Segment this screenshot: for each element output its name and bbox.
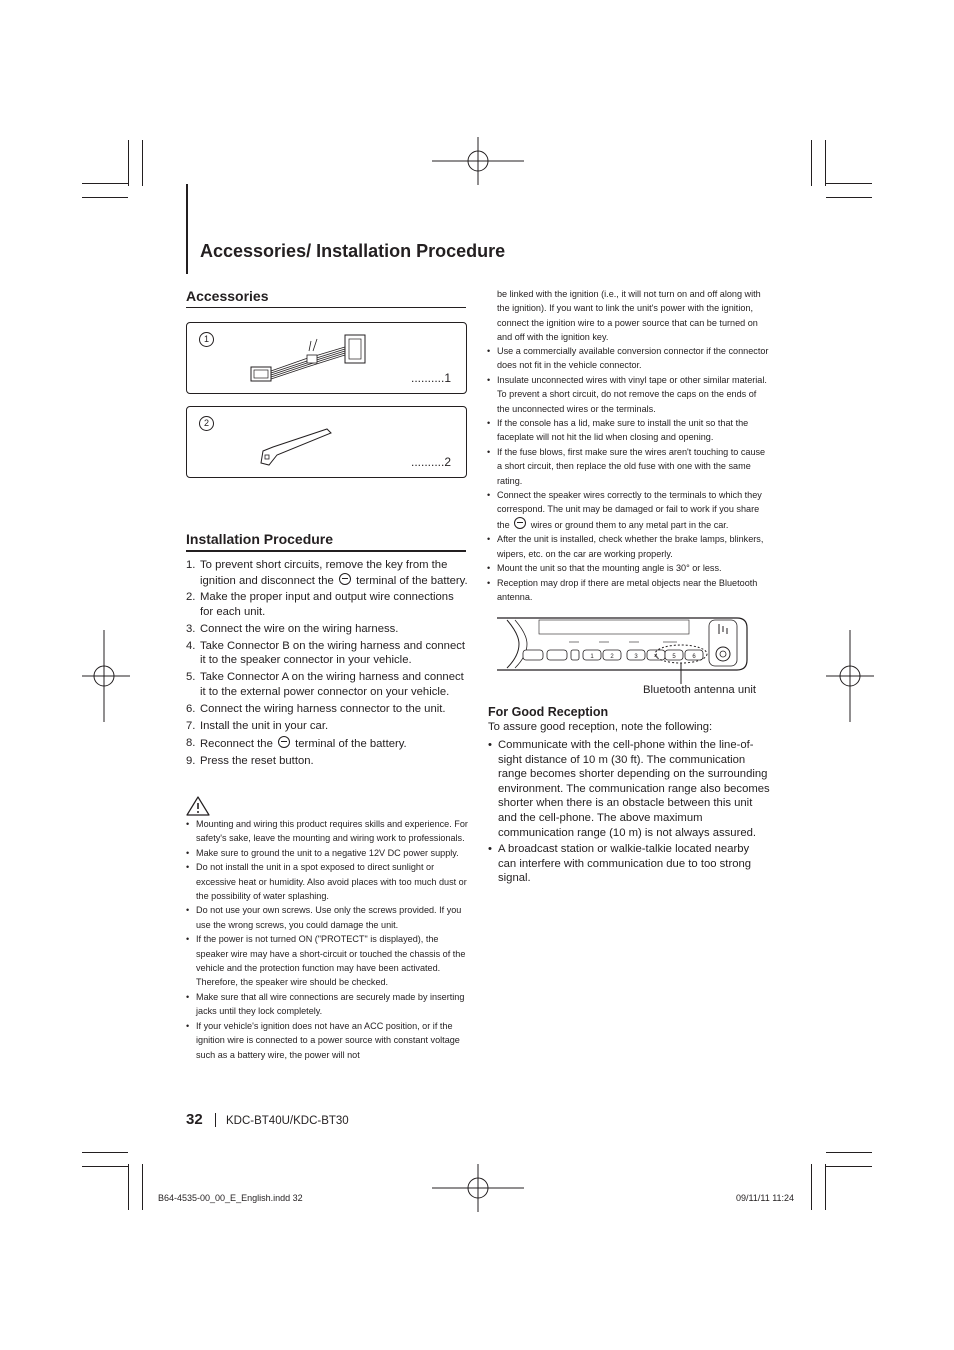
caution-item: • Reception may drop if there are metal objects near the Bluetooth antenna. (487, 577, 758, 602)
installation-heading: Installation Procedure (186, 531, 334, 547)
step-item: 9. Press the reset button. (186, 754, 314, 767)
accessory-item-2 (186, 406, 467, 478)
step-item: 5. Take Connector A on the wiring harness and connect it to the external power connector on your vehicle. (186, 671, 464, 698)
title-side-rule (186, 184, 188, 274)
step-item: 6. Connect the wiring harness connector to the unit. (186, 702, 446, 715)
step-item: 3. Connect the wire on the wiring harness. (186, 622, 399, 635)
key-1-label: 1 (590, 654, 594, 660)
caution-continued: be linked with the ignition (i.e., it will not turn on and off along with the ignition). If you want to link the unit's power with the ignition, connect the ignition wire to a power source that can be turned on and off with the ignition key. (497, 289, 761, 343)
right-cautions (487, 344, 769, 604)
minus-terminal-icon (278, 736, 290, 748)
page-title: Accessories/ Installation Procedure (200, 241, 506, 261)
caution-item: • If the fuse blows, first make sure the wires aren't touching to cause a short circuit, then replace the old fuse with one with the same rating. (487, 446, 766, 486)
accessories-heading: Accessories (186, 288, 269, 304)
step-item: 8. Reconnect the terminal of the battery. (186, 736, 407, 750)
accessories-heading-rule (186, 307, 466, 308)
footer-divider (215, 1113, 216, 1127)
installation-steps (186, 558, 468, 770)
key-4-label: 4 (654, 654, 658, 660)
key-3-label: 3 (634, 654, 638, 660)
step-item: 2. Make the proper input and output wire connections for each unit. (186, 591, 454, 619)
installation-cautions (186, 817, 468, 1062)
caution-item: • Insulate unconnected wires with vinyl tape or other similar material. To prevent a short circuit, do not remove the caps on the ends of the unconnected wires or the terminals. (487, 374, 767, 414)
caution-item: • Make sure to ground the unit to a negative 12V DC power supply. (186, 847, 459, 858)
caution-item: • Use a commercially available conversion connector if the connector does not fit in the vehicle connector. (487, 346, 769, 371)
registration-mark-right (826, 630, 874, 722)
reception-item: • Communicate with the cell-phone within the line-of-sight distance of 10 m (30 ft). The communication range becomes shorter depending on the surrounding environment. The communication range also becomes shorter when there is an obstacle between this unit and the cell-phone. The above maximum communication range (10 m) is not always assured. (488, 739, 770, 839)
reception-heading: For Good Reception (488, 705, 609, 719)
slug-date: 09/11/11 11:24 (736, 1193, 795, 1203)
item-index-badge: 1 (199, 332, 214, 347)
head-unit-diagram (497, 616, 769, 686)
wiring-harness-icon (245, 329, 375, 387)
caution-item: • Make sure that all wire connections are securely made by inserting jacks until they lock completely. (186, 991, 465, 1017)
caution-item: • If the console has a lid, make sure to install the unit so that the faceplate will not hit the lid when closing and opening. (487, 418, 749, 443)
page-number: 32 (186, 1111, 203, 1128)
item-index-badge: 2 (199, 416, 214, 431)
accessory-item-1 (186, 322, 467, 394)
caution-item: • If your vehicle's ignition does not have an ACC position, or if the ignition wire is connected to a power source with constant voltage such as a battery wire, the power will not (186, 1020, 460, 1060)
registration-mark-bottom (432, 1164, 524, 1212)
quantity-label: ..........1 (411, 371, 452, 385)
step-item: 1. To prevent short circuits, remove the key from the ignition and disconnect the terminal of the battery. (186, 559, 468, 587)
removal-tool-icon (257, 425, 337, 467)
warning-triangle-icon (186, 796, 210, 816)
reception-intro: To assure good reception, note the following: (488, 721, 713, 733)
registration-mark-top (432, 137, 524, 185)
caution-item: • Mount the unit so that the mounting angle is 30° or less. (487, 563, 722, 574)
step-item: 4. Take Connector B on the wiring harness and connect it to the speaker connector in your vehicle. (186, 639, 466, 667)
reception-item: • A broadcast station or walkie-talkie located nearby can interfere with communication due to too strong signal. (488, 843, 752, 885)
registration-mark-left (82, 630, 130, 722)
model-name: KDC-BT40U/KDC-BT30 (226, 1115, 349, 1127)
key-5-label: 5 (672, 654, 676, 660)
caution-item: • Do not use your own screws. Use only the screws provided. If you use the wrong screws, you could damage the unit. (186, 905, 462, 930)
caution-item: • If the power is not turned ON ("PROTECT" is displayed), the speaker wire may have a short-circuit or touched the chassis of the vehicle and the protection function may have been activated. Therefore, the speaker wire should be checked. (186, 934, 466, 988)
caution-item: • Connect the speaker wires correctly to the terminals to which they correspond. The unit may be damaged or fail to work if you share the wires or ground them to any metal part in the car. (487, 490, 762, 530)
key-2-label: 2 (610, 654, 614, 660)
caution-item: • Do not install the unit in a spot exposed to direct sunlight or excessive heat or humidity. Also avoid places with too much dust or the possibility of water splashing. (186, 862, 467, 902)
installation-heading-rule (186, 550, 466, 552)
step-item: 7. Install the unit in your car. (186, 719, 329, 732)
minus-terminal-icon (339, 573, 351, 585)
caution-item: • After the unit is installed, check whether the brake lamps, blinkers, wipers, etc. on the car are working properly. (487, 534, 764, 559)
minus-terminal-icon (514, 517, 526, 529)
slug-filename: B64-4535-00_00_E_English.indd 32 (158, 1193, 303, 1203)
diagram-caption: Bluetooth antenna unit (643, 684, 757, 696)
key-6-label: 6 (692, 654, 696, 660)
quantity-label: ..........2 (411, 455, 452, 469)
reception-list (488, 738, 770, 888)
caution-item: • Mounting and wiring this product requires skills and experience. For safety's sake, leave the mounting and wiring work to professionals. (186, 819, 468, 844)
